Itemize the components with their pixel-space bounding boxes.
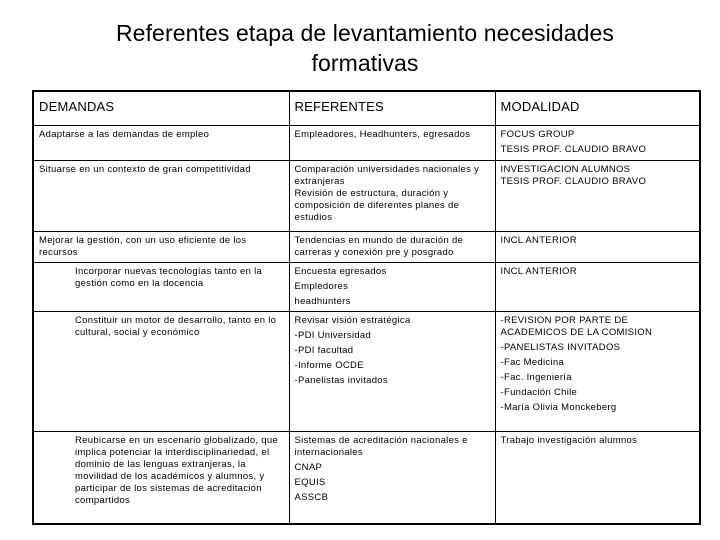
title-line-1: Referentes etapa de levantamiento necesidades [115, 20, 615, 46]
modalidad-item: -PANELISTAS INVITADOS [500, 342, 621, 353]
referentes-cell [289, 232, 495, 263]
referente-item: headhunters [294, 296, 351, 307]
table-row [33, 312, 700, 432]
modalidad-cell [495, 263, 700, 312]
header-demandas: DEMANDAS [33, 91, 289, 126]
modalidad-cell [495, 126, 700, 161]
referente-item: Empleadores, Headhunters, egresados [294, 129, 471, 140]
demanda-cell [33, 126, 289, 161]
modalidad-item: -María Olivia Monckeberg [500, 402, 617, 413]
modalidad-item: TESIS PROF. CLAUDIO BRAVO [500, 144, 647, 155]
referentes-table [32, 90, 701, 525]
modalidad-item: INCL ANTERIOR [500, 235, 577, 246]
demanda-text: Adaptarse a las demandas de empleo [39, 129, 210, 140]
referente-item: -PDI Universidad [294, 330, 372, 341]
table-header-row [33, 91, 700, 126]
referente-item: Comparación universidades nacionales y extranjeras [294, 164, 480, 187]
referentes-cell [289, 263, 495, 312]
referente-item: Empledores [294, 281, 349, 292]
header-referentes: REFERENTES [289, 91, 495, 126]
referente-item: Tendencias en mundo de duración de carreras y conexión pre y posgrado [294, 235, 464, 258]
modalidad-cell [495, 232, 700, 263]
modalidad-item: INVESTIGACION ALUMNOS [500, 164, 631, 175]
referentes-cell [289, 161, 495, 232]
referente-item: Encuesta egresados [294, 266, 387, 277]
demanda-cell [33, 161, 289, 232]
referente-item: Sistemas de acreditación nacionales e internacionales [294, 435, 468, 458]
modalidad-item: TESIS PROF. CLAUDIO BRAVO [500, 176, 647, 187]
referente-item: -Informe OCDE [294, 360, 364, 371]
demanda-text: Incorporar nuevas tecnologías tanto en la gestión como en la docencia [75, 266, 263, 289]
demanda-text: Mejorar la gestión, con un uso eficiente de los recursos [39, 235, 247, 258]
demanda-cell [33, 263, 289, 312]
referente-item: Revisar visión estratégica [294, 315, 411, 326]
demanda-cell [33, 312, 289, 432]
referente-item: EQUIS [294, 477, 326, 488]
table-row [33, 232, 700, 263]
table-row [33, 126, 700, 161]
referente-item: ASSCB [294, 492, 329, 503]
modalidad-cell [495, 432, 700, 524]
modalidad-cell [495, 312, 700, 432]
modalidad-item: -REVISION POR PARTE DE ACADEMICOS DE LA COMISION [500, 315, 653, 338]
table-row [33, 432, 700, 524]
page-title [40, 18, 690, 78]
referente-item: Revisión de estructura, duración y composición de diferentes planes de estudios [294, 188, 460, 223]
title-line-2: formativas [311, 50, 419, 76]
referentes-cell [289, 312, 495, 432]
referente-item: CNAP [294, 462, 323, 473]
modalidad-cell [495, 161, 700, 232]
referentes-cell [289, 432, 495, 524]
modalidad-item: FOCUS GROUP [500, 129, 575, 140]
modalidad-item: INCL ANTERIOR [500, 266, 577, 277]
demanda-text: Reubicarse en un escenario globalizado, que implica potenciar la interdisciplinariedad, el dominio de las lenguas extranjeras, la movilidad de los académicos y alumnos, y participar de los sistemas de acreditación compartidos [75, 435, 279, 506]
demanda-text: Constituir un motor de desarrollo, tanto en lo cultural, social y económico [75, 315, 277, 338]
demanda-cell [33, 232, 289, 263]
modalidad-item: -Fac. Ingeniería [500, 372, 572, 383]
modalidad-item: Trabajo investigación alumnos [500, 435, 638, 446]
referentes-cell [289, 126, 495, 161]
modalidad-item: -Fundación Chile [500, 387, 578, 398]
table-row [33, 161, 700, 232]
modalidad-item: -Fac Medicina [500, 357, 565, 368]
demanda-text: Situarse en un contexto de gran competitividad [39, 164, 251, 175]
demanda-cell [33, 432, 289, 524]
referente-item: -Panelistas invitados [294, 375, 388, 386]
referente-item: -PDI facultad [294, 345, 354, 356]
header-modalidad: MODALIDAD [495, 91, 700, 126]
table-row [33, 263, 700, 312]
